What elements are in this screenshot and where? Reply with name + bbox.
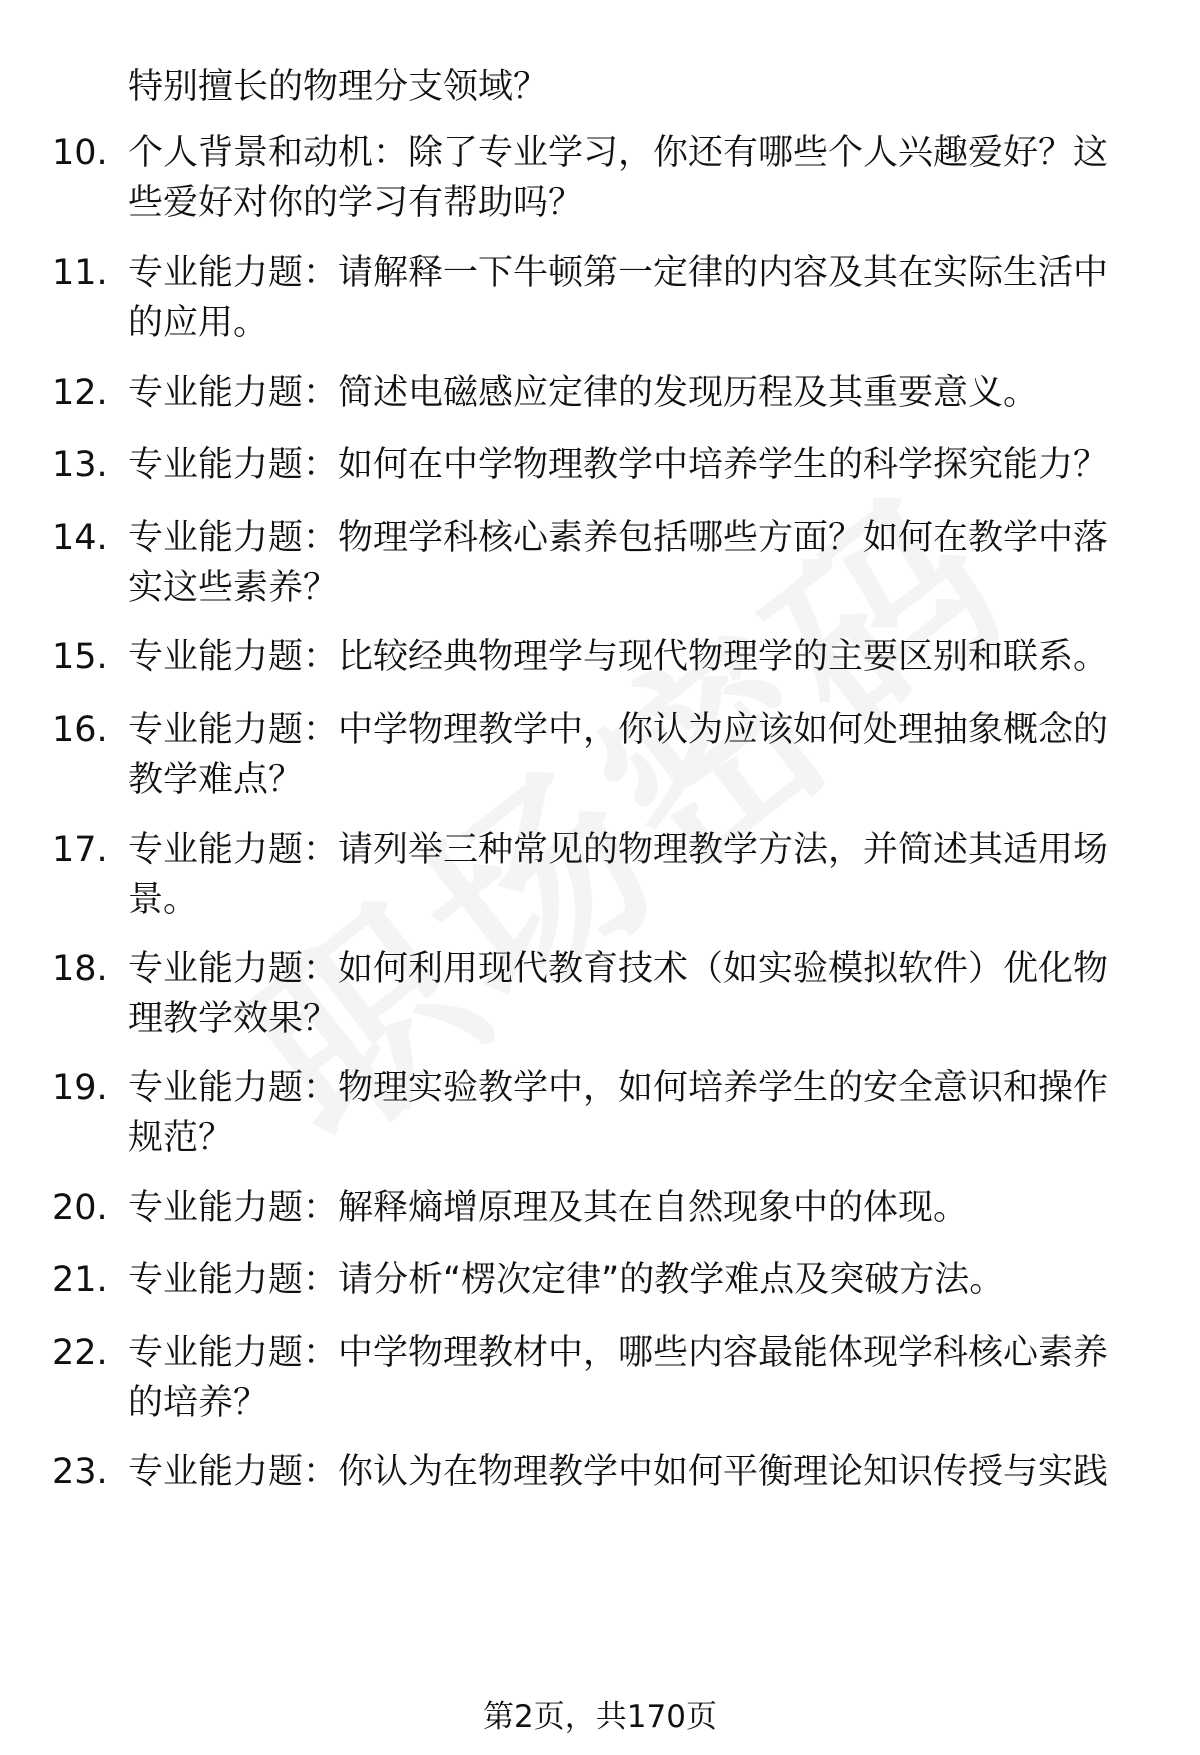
page-footer: 第2页，共170页	[483, 1699, 717, 1735]
question-number: 14.	[52, 518, 108, 558]
question-number: 23.	[52, 1452, 108, 1492]
question-number: 13.	[52, 445, 108, 485]
question-text: 专业能力题：物理实验教学中，如何培养学生的安全意识和操作规范？	[128, 1068, 1109, 1158]
question-number: 16.	[52, 710, 108, 750]
question-text: 专业能力题：物理学科核心素养包括哪些方面？如何在教学中落实这些素养？	[128, 518, 1109, 608]
question-text: 专业能力题：你认为在物理教学中如何平衡理论知识传授与实践	[128, 1452, 1109, 1492]
question-number: 15.	[52, 637, 108, 677]
question-number: 20.	[52, 1188, 108, 1228]
question-text: 专业能力题：请分析“楞次定律”的教学难点及突破方法。	[128, 1260, 1005, 1300]
question-number: 18.	[52, 949, 108, 989]
question-number: 10.	[52, 133, 108, 173]
question-number: 21.	[52, 1260, 108, 1300]
question-text: 专业能力题：解释熵增原理及其在自然现象中的体现。	[128, 1188, 969, 1228]
question-number: 19.	[52, 1068, 108, 1108]
question-number: 11.	[52, 253, 108, 293]
question-text: 专业能力题：中学物理教学中，你认为应该如何处理抽象概念的教学难点？	[128, 710, 1109, 800]
question-text: 专业能力题：中学物理教材中，哪些内容最能体现学科核心素养的培养？	[128, 1333, 1109, 1423]
question-number: 22.	[52, 1333, 108, 1373]
question-text: 专业能力题：简述电磁感应定律的发现历程及其重要意义。	[128, 373, 1039, 413]
question-text: 个人背景和动机：除了专业学习，你还有哪些个人兴趣爱好？这些爱好对你的学习有帮助吗？	[128, 133, 1109, 223]
continuation-text: 特别擅长的物理分支领域？	[128, 67, 549, 107]
question-text: 专业能力题：比较经典物理学与现代物理学的主要区别和联系。	[128, 637, 1109, 677]
question-text: 专业能力题：如何利用现代教育技术（如实验模拟软件）优化物理教学效果？	[128, 949, 1109, 1039]
question-text: 专业能力题：请解释一下牛顿第一定律的内容及其在实际生活中的应用。	[128, 253, 1109, 343]
question-text: 专业能力题：如何在中学物理教学中培养学生的科学探究能力？	[128, 445, 1109, 485]
question-text: 专业能力题：请列举三种常见的物理教学方法，并简述其适用场景。	[128, 830, 1109, 920]
question-number: 17.	[52, 830, 108, 870]
question-number: 12.	[52, 373, 108, 413]
